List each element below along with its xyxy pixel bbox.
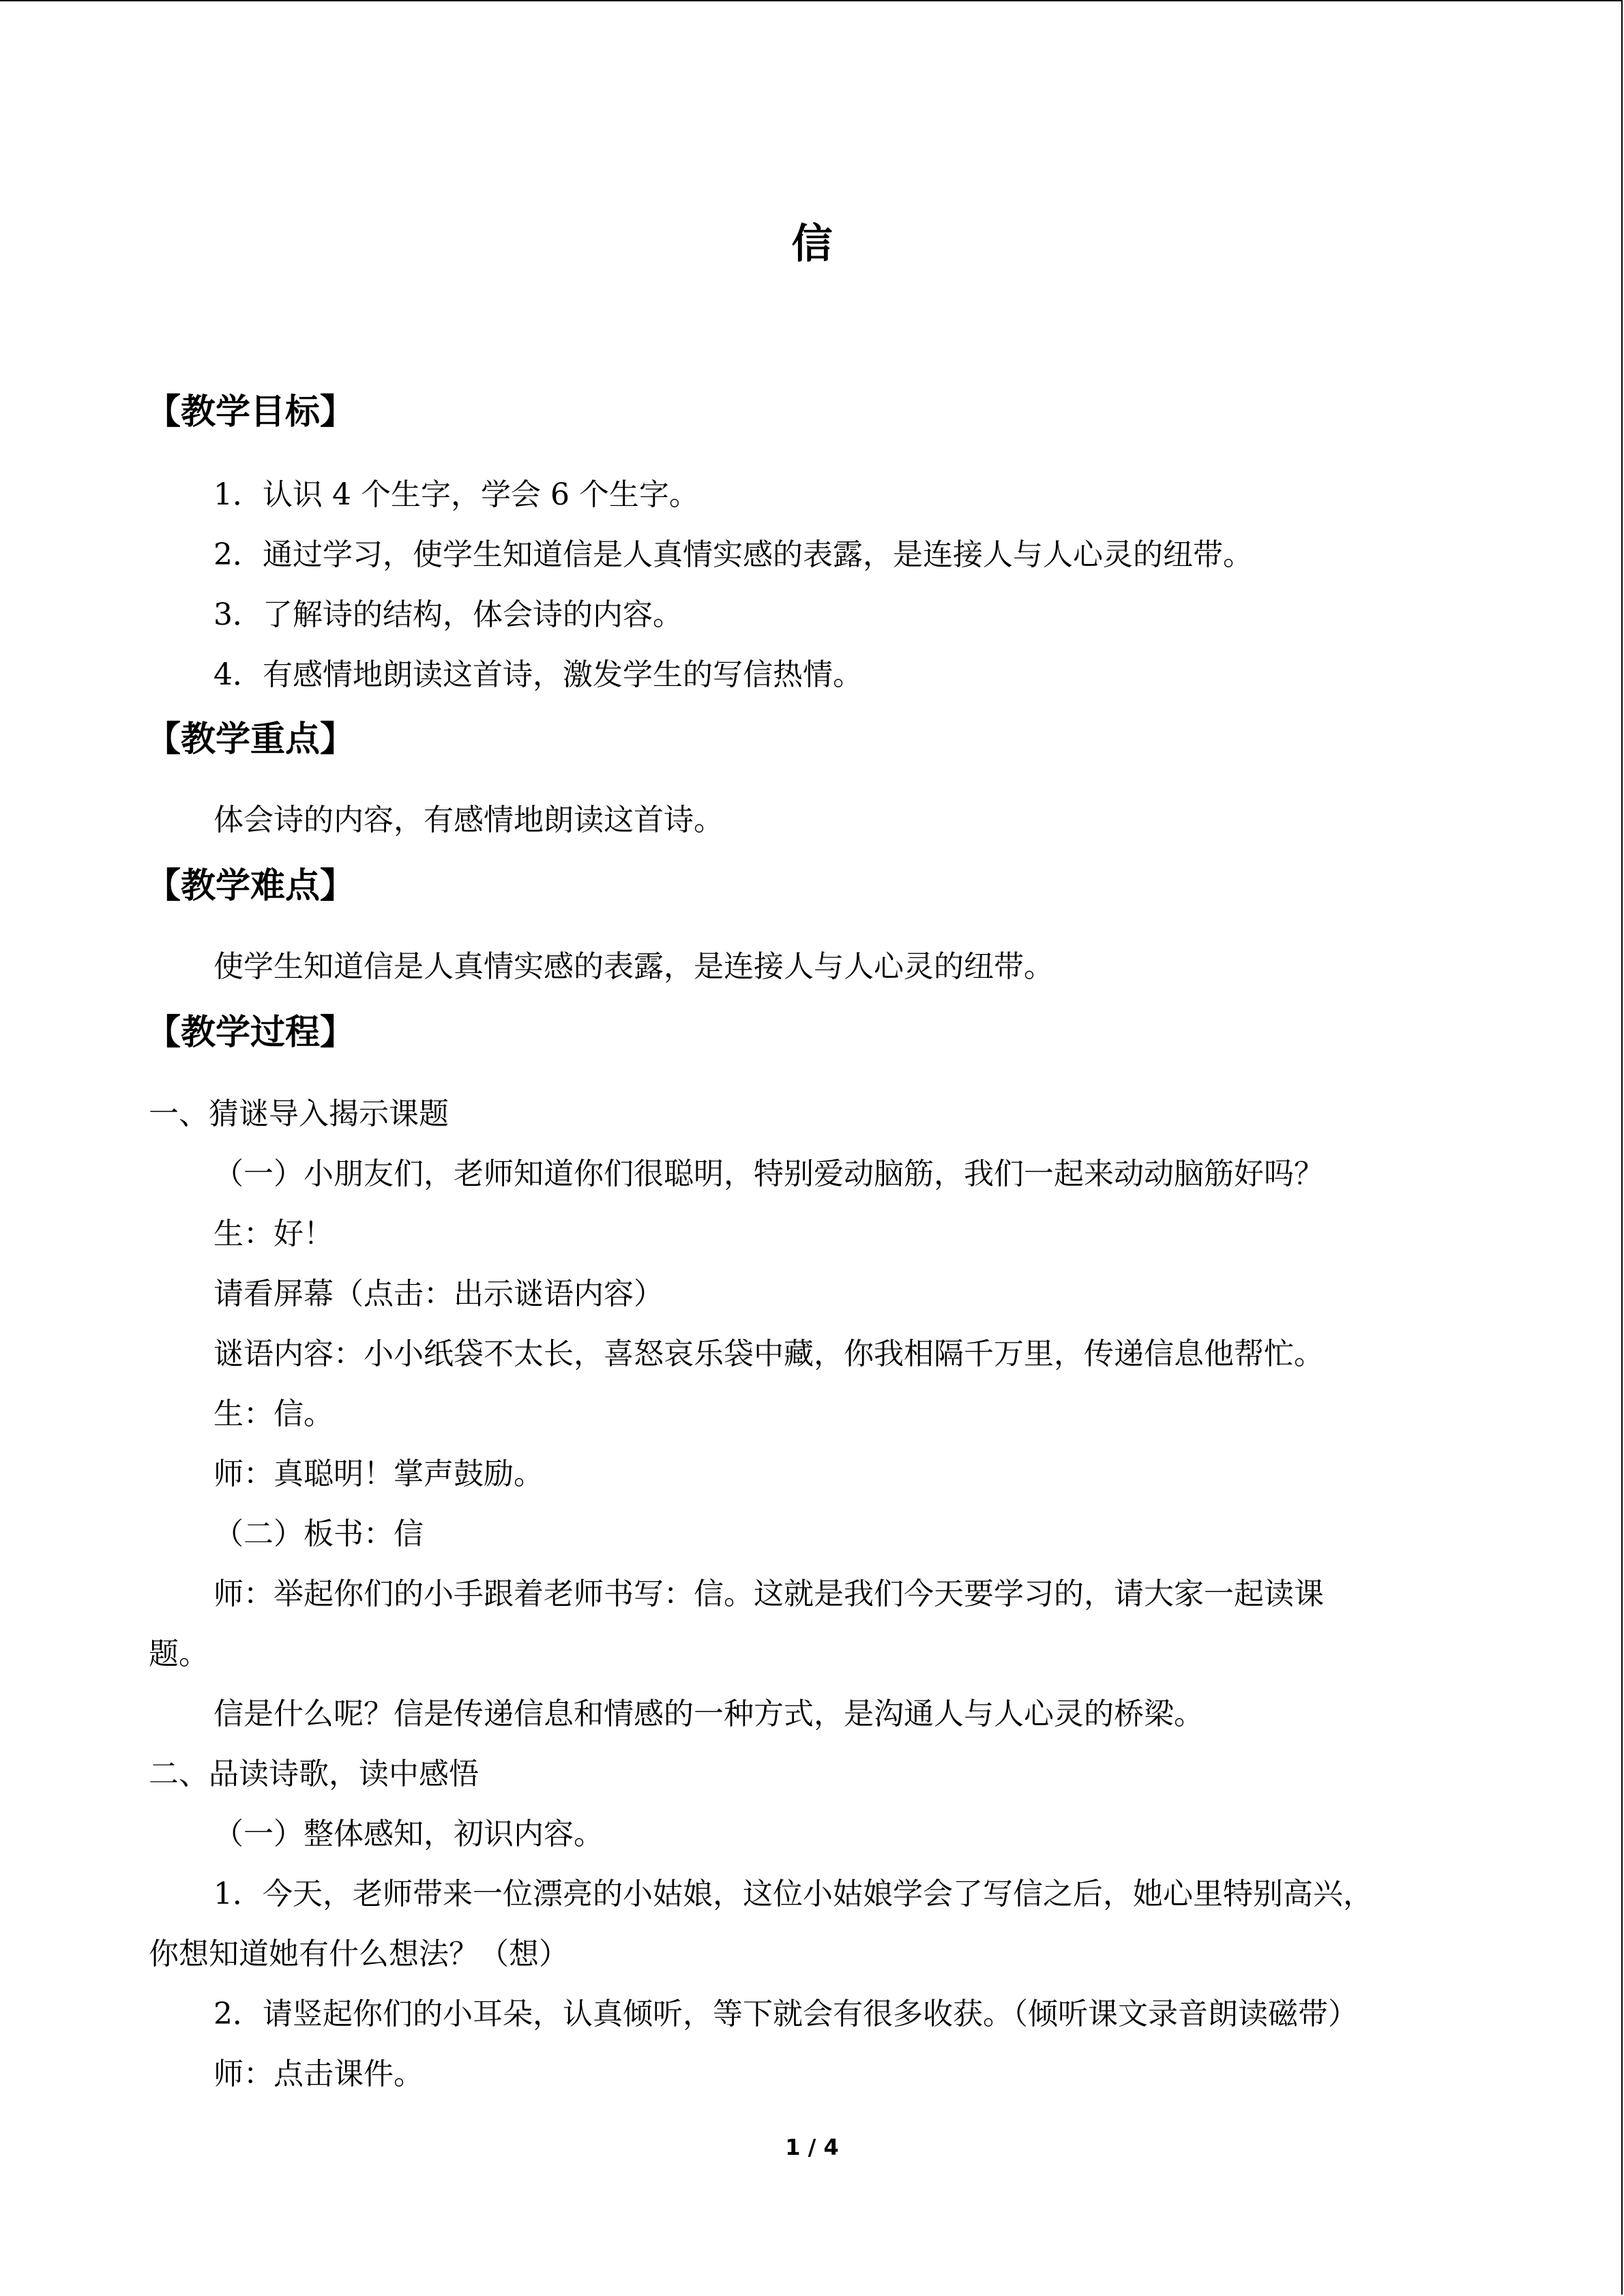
page-number: 1 / 4 xyxy=(785,2134,839,2160)
process-line: 生：信。 xyxy=(213,1397,334,1431)
process-line: 师：举起你们的小手跟着老师书写：信。这就是我们今天要学习的，请大家一起读课 xyxy=(213,1577,1324,1611)
objective-item: 2．通过学习，使学生知道信是人真情实感的表露，是连接人与人心灵的纽带。 xyxy=(213,537,1253,572)
difficulties-text: 使学生知道信是人真情实感的表露，是连接人与人心灵的纽带。 xyxy=(213,949,1054,984)
heading-key-points: 【教学重点】 xyxy=(146,719,355,760)
process-line: 一、猜谜导入揭示课题 xyxy=(149,1097,449,1131)
process-line: 谜语内容：小小纸袋不太长，喜怒哀乐袋中藏，你我相隔千万里，传递信息他帮忙。 xyxy=(213,1337,1324,1371)
process-line: 生：好！ xyxy=(213,1217,334,1251)
process-line: 2．请竖起你们的小耳朵，认真倾听，等下就会有很多收获。（倾听课文录音朗读磁带） xyxy=(213,1997,1358,2031)
process-line: （一）整体感知，初识内容。 xyxy=(213,1817,604,1851)
process-line: 师：真聪明！掌声鼓励。 xyxy=(213,1457,544,1491)
process-line: 题。 xyxy=(149,1637,209,1671)
document-title: 信 xyxy=(791,220,833,268)
process-line: （二）板书：信 xyxy=(213,1517,424,1551)
process-line: 信是什么呢？信是传递信息和情感的一种方式，是沟通人与人心灵的桥梁。 xyxy=(213,1697,1204,1731)
objective-item: 4．有感情地朗读这首诗，激发学生的写信热情。 xyxy=(213,657,863,692)
key-points-text: 体会诗的内容，有感情地朗读这首诗。 xyxy=(213,803,724,837)
heading-objectives: 【教学目标】 xyxy=(146,392,355,432)
process-line: 你想知道她有什么想法？（想） xyxy=(149,1937,569,1971)
objective-item: 3．了解诗的结构，体会诗的内容。 xyxy=(213,597,683,632)
process-line: 1．今天，老师带来一位漂亮的小姑娘，这位小姑娘学会了写信之后，她心里特别高兴， xyxy=(213,1877,1373,1911)
heading-process: 【教学过程】 xyxy=(146,1013,355,1053)
heading-difficulties: 【教学难点】 xyxy=(146,866,355,906)
objective-item: 1．认识 4 个生字，学会 6 个生字。 xyxy=(213,477,699,512)
process-line: 二、品读诗歌，读中感悟 xyxy=(149,1757,479,1791)
process-line: （一）小朋友们，老师知道你们很聪明，特别爱动脑筋，我们一起来动动脑筋好吗？ xyxy=(213,1157,1324,1191)
process-line: 师：点击课件。 xyxy=(213,2057,424,2091)
process-line: 请看屏幕（点击：出示谜语内容） xyxy=(213,1277,664,1311)
